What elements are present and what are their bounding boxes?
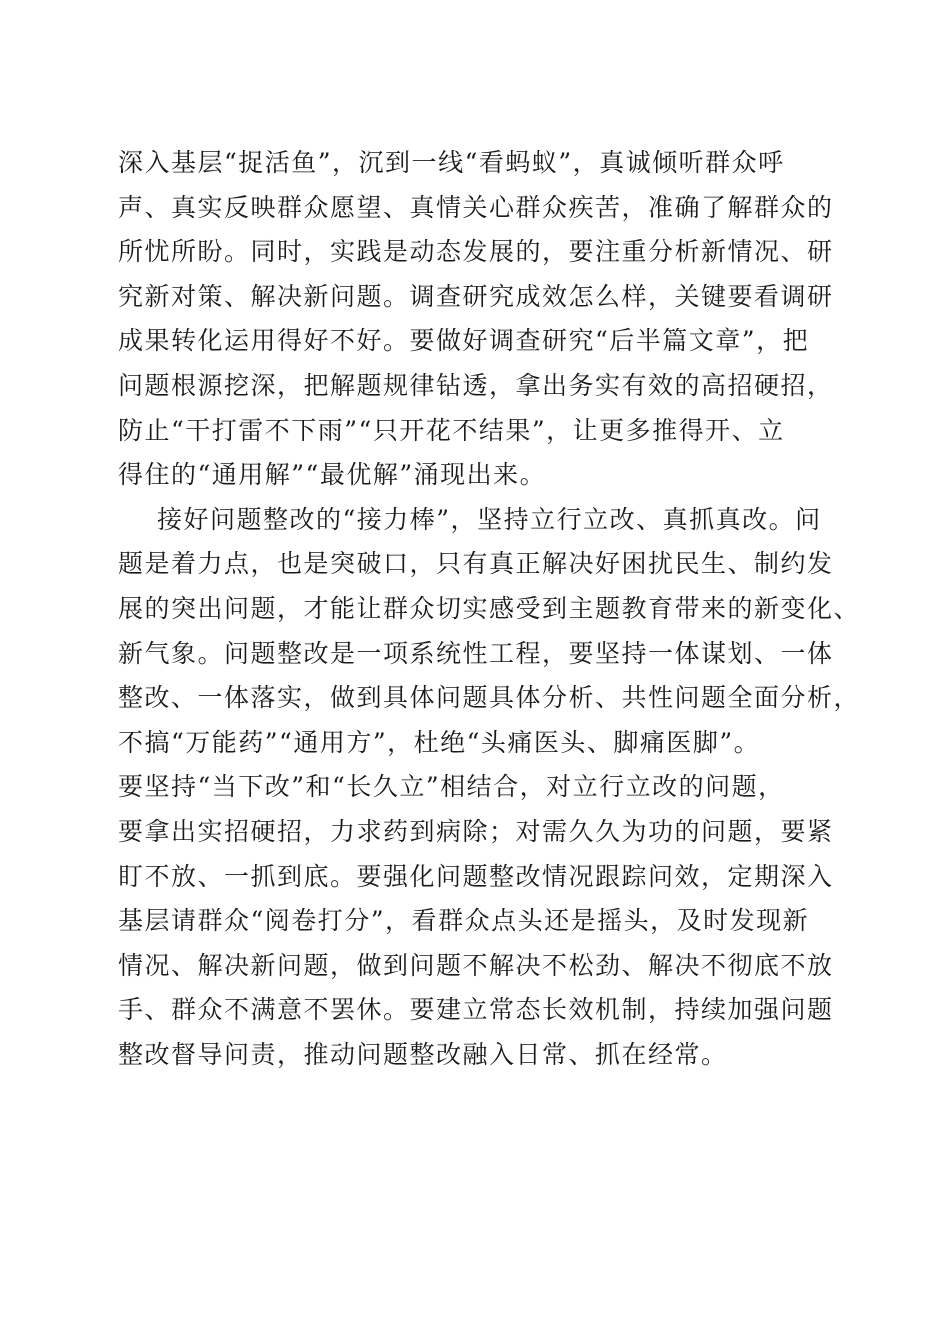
text-line: 整改、一体落实，做到具体问题具体分析、共性问题全面分析， <box>118 683 861 713</box>
text-line: 新气象。问题整改是一项系统性工程，要坚持一体谋划、一体 <box>118 638 834 668</box>
text-line: 究新对策、解决新问题。调查研究成效怎么样，关键要看调研 <box>118 281 834 311</box>
text-line: 题是着力点，也是突破口，只有真正解决好困扰民生、制约发 <box>118 549 834 579</box>
text-line: 不搞“万能药”“通用方”，杜绝“头痛医头、脚痛医脚”。 <box>118 727 761 757</box>
paragraph-1 <box>118 141 838 498</box>
text-line: 基层请群众“阅卷打分”，看群众点头还是摇头，及时发现新 <box>118 906 810 936</box>
text-line: 整改督导问责，推动问题整改融入日常、抓在经常。 <box>118 1039 728 1069</box>
text-line: 盯不放、一抓到底。要强化问题整改情况跟踪问效，定期深入 <box>118 861 834 891</box>
text-line: 情况、解决新问题，做到问题不解决不松劲、解决不彻底不放 <box>118 950 834 980</box>
text-line: 手、群众不满意不罢休。要建立常态长效机制，持续加强问题 <box>118 995 834 1025</box>
paragraph-2 <box>118 498 861 1078</box>
text-line: 成果转化运用得好不好。要做好调查研究“后半篇文章”，把 <box>118 326 810 356</box>
text-line: 防止“干打雷不下雨”“只开花不结果”，让更多推得开、立 <box>118 415 785 445</box>
text-line: 深入基层“捉活鱼”，沉到一线“看蚂蚁”，真诚倾听群众呼 <box>118 148 785 177</box>
text-line: 问题根源挖深，把解题规律钻透，拿出务实有效的高招硬招， <box>118 370 834 400</box>
text-line: 所忧所盼。同时，实践是动态发展的，要注重分析新情况、研 <box>118 237 834 267</box>
body-text <box>118 141 861 1077</box>
text-line: 接好问题整改的“接力棒”，坚持立行立改、真抓真改。问 <box>157 504 822 534</box>
text-line: 声、真实反映群众愿望、真情关心群众疾苦，准确了解群众的 <box>118 192 834 222</box>
text-line: 展的突出问题，才能让群众切实感受到主题教育带来的新变化、 <box>118 593 861 623</box>
text-line: 要坚持“当下改”和“长久立”相结合，对立行立改的问题， <box>118 772 785 802</box>
text-line: 要拿出实招硬招，力求药到病除；对需久久为功的问题，要紧 <box>118 816 834 846</box>
text-line: 得住的“通用解”“最优解”涌现出来。 <box>118 460 547 490</box>
